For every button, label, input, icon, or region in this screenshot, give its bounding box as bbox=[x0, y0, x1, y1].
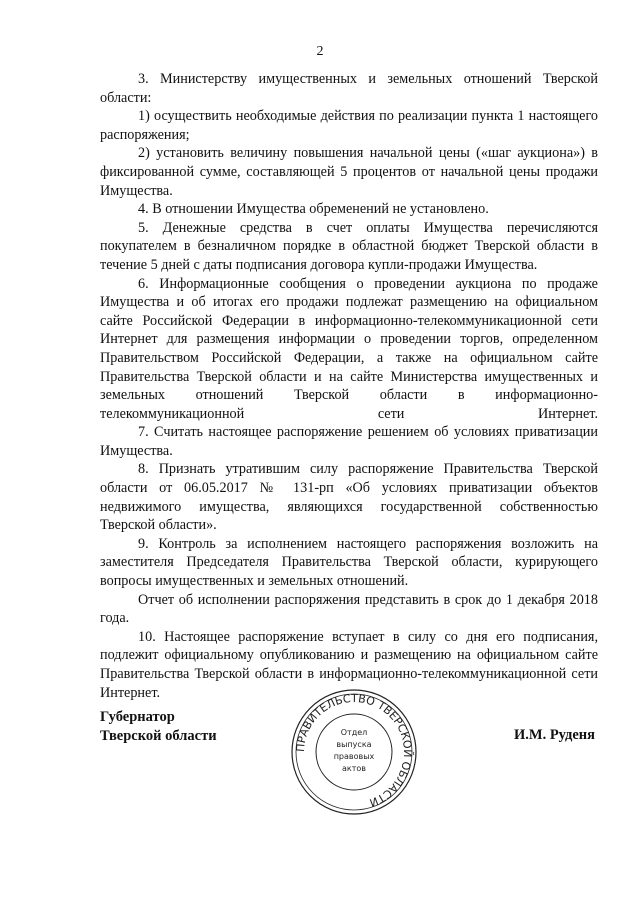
paragraph-6: 6. Информационные сообщения о проведении аукциона по продаже Имущества и об итогах его продажи подлежат размещению на официальном сайте Российской Федерации в информационно-телекоммуникационной сети Интернет для размещения информации о проведении торгов, определенном Правительством Российской Федерации, а также на официальном сайте Правительства Тверской области и на сайте Министерства имущественных и земельных отношений Тверской области в информационно-телекоммуникационной сети Интернет. bbox=[100, 275, 598, 422]
document-body bbox=[100, 70, 598, 702]
stamp-ring-text: ПРАВИТЕЛЬСТВО ТВЕРСКОЙ ОБЛАСТИ bbox=[293, 691, 415, 810]
stamp-center-line3: правовых bbox=[333, 752, 375, 761]
paragraph-report: Отчет об исполнении распоряжения представить в срок до 1 декабря 2018 года. bbox=[100, 591, 598, 627]
signatory-title-line1: Губернатор bbox=[100, 709, 175, 725]
stamp-center-line1: Отдел bbox=[340, 728, 368, 737]
paragraph-3: 3. Министерству имущественных и земельных отношений Тверской области: bbox=[100, 71, 598, 106]
paragraph-7: 7. Считать настоящее распоряжение решением об условиях приватизации Имущества. bbox=[100, 424, 598, 459]
page-number: 2 bbox=[316, 44, 324, 59]
official-stamp bbox=[290, 688, 418, 816]
signatory-title bbox=[100, 708, 217, 746]
paragraph-10: 10. Настоящее распоряжение вступает в силу со дня его подписания, подлежит официальному опубликованию и размещению на официальном сайте Правительства Тверской области в информационно-телекоммуникационной сети Интернет. bbox=[100, 628, 598, 701]
paragraph-3-1: 1) осуществить необходимые действия по реализации пункта 1 настоящего распоряжения; bbox=[100, 108, 598, 143]
paragraph-8: 8. Признать утратившим силу распоряжение Правительства Тверской области от 06.05.2017 № 131-рп «Об условиях приватизации объектов недвижимого имущества, являющихся государственной собственностью Тверской области». bbox=[100, 461, 598, 534]
signatory-title-line2: Тверской области bbox=[100, 728, 217, 744]
paragraph-4: 4. В отношении Имущества обременений не установлено. bbox=[138, 201, 489, 218]
paragraph-9: 9. Контроль за исполнением настоящего распоряжения возложить на заместителя Председателя Правительства Тверской области, курирующего вопросы имущественных и земельных отношений. bbox=[100, 535, 598, 590]
signatory-name: И.М. Руденя bbox=[513, 727, 595, 743]
paragraph-5: 5. Денежные средства в счет оплаты Имущества перечисляются покупателем в безналичном порядке в областной бюджет Тверской области в течение 5 дней с даты подписания договора купли-продажи Имущества. bbox=[100, 219, 598, 273]
stamp-center-line4: актов bbox=[341, 764, 367, 773]
stamp-center-line2: выпуска bbox=[336, 740, 372, 749]
paragraph-3-2: 2) установить величину повышения начальной цены («шаг аукциона») в фиксированной сумме, составляющей 5 процентов от начальной цены продажи Имущества. bbox=[100, 145, 598, 199]
